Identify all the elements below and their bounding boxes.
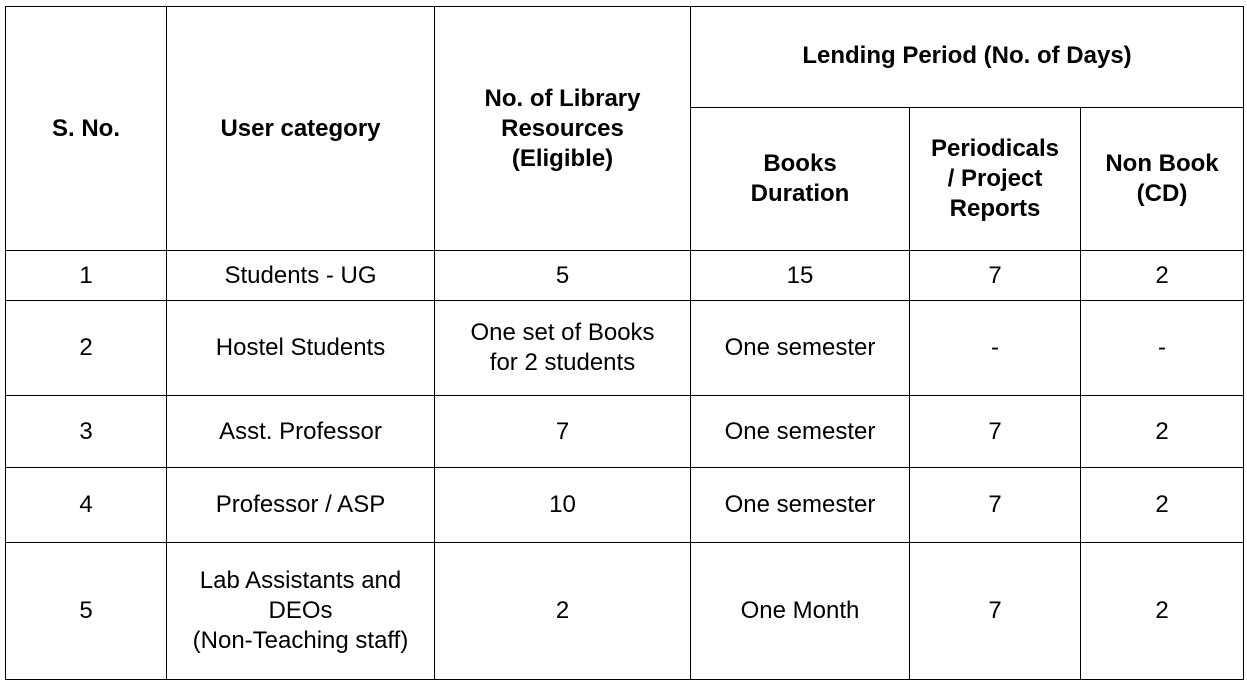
header-periodicals-line: Reports — [949, 195, 1041, 222]
cell-periodicals: 7 — [910, 251, 1081, 301]
header-books-line: Duration — [750, 180, 850, 207]
cell-sno: 5 — [6, 543, 167, 680]
cell-books: 15 — [691, 251, 910, 301]
cell-books: One semester — [691, 396, 910, 468]
cell-sno: 1 — [6, 251, 167, 301]
header-resources — [435, 7, 691, 251]
cell-sno: 4 — [6, 468, 167, 543]
cell-nonbook: 2 — [1081, 251, 1244, 301]
header-user-category: User category — [167, 7, 435, 251]
header-books-duration — [691, 108, 910, 251]
cell-periodicals: 7 — [910, 468, 1081, 543]
cell-books: One semester — [691, 468, 910, 543]
header-books-line: Books — [763, 150, 837, 177]
header-periodicals-line: / Project — [947, 165, 1043, 192]
cell-nonbook: 2 — [1081, 468, 1244, 543]
cell-periodicals: 7 — [910, 396, 1081, 468]
cell-periodicals: - — [910, 301, 1081, 396]
library-lending-table — [5, 6, 1244, 680]
header-non-book-line: (CD) — [1136, 180, 1188, 207]
header-non-book-line: Non Book — [1105, 150, 1219, 177]
header-sno: S. No. — [6, 7, 167, 251]
cell-periodicals: 7 — [910, 543, 1081, 680]
cell-nonbook: 2 — [1081, 543, 1244, 680]
table-row — [6, 468, 1244, 543]
table-row — [6, 396, 1244, 468]
cell-resources: 5 — [435, 251, 691, 301]
cell-resources: 7 — [435, 396, 691, 468]
cell-sno: 2 — [6, 301, 167, 396]
header-lending-period: Lending Period (No. of Days) — [691, 7, 1244, 108]
cell-category: Asst. Professor — [167, 396, 435, 468]
header-periodicals — [910, 108, 1081, 251]
header-resources-line: (Eligible) — [511, 144, 614, 172]
cell-category: Professor / ASP — [167, 468, 435, 543]
header-non-book — [1081, 108, 1244, 251]
library-lending-table-wrapper — [5, 6, 1244, 680]
cell-resources: 10 — [435, 468, 691, 543]
cell-nonbook: 2 — [1081, 396, 1244, 468]
header-row-top — [6, 7, 1244, 108]
cell-category: Lab Assistants and DEOs (Non-Teaching staff) — [167, 543, 435, 680]
cell-category: Hostel Students — [167, 301, 435, 396]
header-periodicals-line: Periodicals — [930, 135, 1060, 162]
table-row — [6, 543, 1244, 680]
cell-resources: One set of Books for 2 students — [435, 301, 691, 396]
cell-resources: 2 — [435, 543, 691, 680]
cell-sno: 3 — [6, 396, 167, 468]
cell-category: Students - UG — [167, 251, 435, 301]
header-resources-line: Resources — [501, 114, 624, 142]
table-row — [6, 301, 1244, 396]
table-row — [6, 251, 1244, 301]
header-resources-line: No. of Library — [484, 84, 641, 112]
cell-nonbook: - — [1081, 301, 1244, 396]
cell-books: One Month — [691, 543, 910, 680]
cell-books: One semester — [691, 301, 910, 396]
